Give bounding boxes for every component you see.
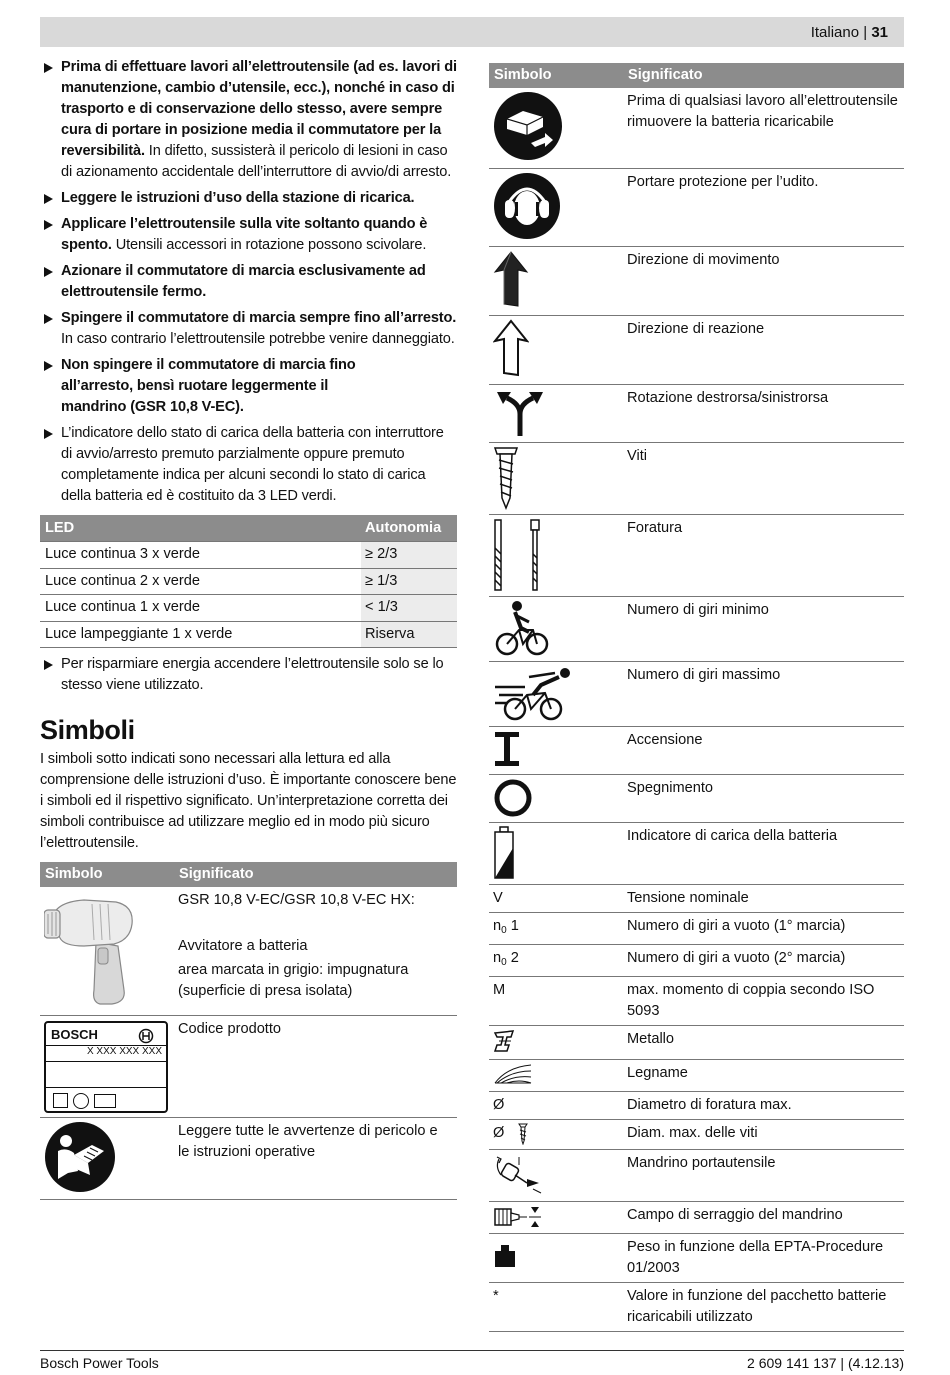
led-cell: Luce lampeggiante 1 x verde: [40, 621, 361, 648]
symbol-meaning: Diam. max. delle viti: [623, 1119, 904, 1149]
safety-bullet: Non spingere il commutatore di marcia fino all’arresto, bensì ruotare leggermente il mandrino (GSR 10,8 V-EC).: [40, 355, 457, 418]
led-cell: Luce continua 2 x verde: [40, 568, 361, 595]
chuck-range-icon: [493, 1205, 543, 1229]
table-row: [489, 1233, 904, 1282]
symbol-text: $n_0$ 2: [489, 944, 623, 976]
product-code-label: Codice prodotto: [174, 1015, 457, 1117]
table-row: [489, 1149, 904, 1201]
rotation-fork-icon: [493, 388, 547, 438]
safety-bullet: Leggere le istruzioni d’uso della stazione di ricarica.: [40, 188, 457, 209]
table-row: [40, 542, 457, 569]
metal-icon: [493, 1029, 517, 1053]
led-header: LED: [40, 515, 361, 542]
screw-small-icon: [518, 1123, 528, 1145]
table-row: [489, 944, 904, 976]
hearing-protection-icon: [493, 172, 561, 240]
drill-bits-icon: [493, 518, 545, 592]
nameplate-rect-icon: [94, 1094, 116, 1108]
drill-type: Avvitatore a batteria: [178, 938, 308, 954]
table-row: [40, 887, 457, 1015]
table-row: [489, 1201, 904, 1233]
symbol-meaning: Numero di giri massimo: [623, 661, 904, 726]
symbol-text: V: [489, 884, 623, 912]
led-cell: Luce continua 1 x verde: [40, 595, 361, 622]
symbol-header: Simbolo: [494, 67, 552, 83]
table-row: [489, 246, 904, 315]
symbol-text: *: [489, 1282, 623, 1331]
footer-brand: Bosch Power Tools: [40, 1355, 159, 1371]
battery-charge-icon: [493, 826, 515, 880]
symbol-meaning: Viti: [623, 442, 904, 514]
drill-grip-note: area marcata in grigio: impugnatura (superficie di presa isolata): [178, 962, 409, 999]
page-number: 31: [871, 24, 888, 41]
symbol-meaning: max. momento di coppia secondo ISO 5093: [623, 976, 904, 1025]
symbol-meaning: Tensione nominale: [623, 884, 904, 912]
symbol-text: $n_0$ 1: [489, 912, 623, 944]
wood-icon: [493, 1063, 533, 1085]
cyclist-slow-icon: [493, 600, 551, 658]
table-row: [40, 1117, 457, 1199]
table-row: [489, 1119, 904, 1149]
symbol-meaning: Prima di qualsiasi lavoro all’elettroutensile rimuovere la batteria ricaricabile: [623, 88, 904, 168]
header-page-info: [811, 22, 888, 43]
table-row: [489, 514, 904, 596]
table-row: [489, 976, 904, 1025]
symbol-text: Ø: [489, 1091, 623, 1119]
autonomy-cell: < 1/3: [361, 595, 457, 622]
autonomy-cell: Riserva: [361, 621, 457, 648]
battery-indicator-bullet: L’indicatore dello stato di carica della batteria con interruttore di avvio/arresto premuto parzialmente oppure premuto completamente indica per alcuni secondi lo stato di carica della batteria ed è costituito da 3 LED verdi.: [40, 423, 457, 507]
table-row: [489, 884, 904, 912]
reaction-arrow-icon: [493, 319, 529, 377]
symbol-meaning: Direzione di movimento: [623, 246, 904, 315]
symbol-meaning: Numero di giri minimo: [623, 596, 904, 661]
autonomy-cell: ≥ 1/3: [361, 568, 457, 595]
energy-bullet: Per risparmiare energia accendere l’elettroutensile solo se lo stesso viene utilizzato.: [40, 654, 457, 696]
symbol-meaning: Numero di giri a vuoto (1° marcia): [623, 912, 904, 944]
symbol-meaning: Metallo: [623, 1025, 904, 1059]
header-language: Italiano: [810, 24, 860, 41]
cyclist-fast-icon: [493, 665, 577, 723]
battery-remove-icon: [493, 91, 563, 161]
read-warnings-label: Leggere tutte le avvertenze di pericolo e le istruzioni operative: [174, 1117, 457, 1199]
drill-model: GSR 10,8 V-EC/GSR 10,8 V-EC HX:: [178, 892, 415, 908]
led-cell: Luce continua 3 x verde: [40, 542, 361, 569]
safety-bullet: Applicare l’elettroutensile sulla vite soltanto quando è spento. Utensili accessori in rotazione possono scivolare.: [40, 214, 457, 256]
table-row: [40, 595, 457, 622]
led-table: [40, 515, 457, 648]
symbol-text: M: [489, 976, 623, 1025]
cordless-drill-icon: [44, 890, 144, 1008]
bosch-logo-icon: [138, 1028, 154, 1044]
table-row: [40, 1015, 457, 1117]
symbol-meaning: Legname: [623, 1059, 904, 1091]
table-row: [489, 1091, 904, 1119]
autonomy-header: Autonomia: [361, 515, 457, 542]
nameplate-code: X XXX XXX XXX: [86, 1045, 162, 1057]
safety-bullet: Spingere il commutatore di marcia sempre fino all’arresto. In caso contrario l’elettroutensile potrebbe venire danneggiato.: [40, 308, 457, 350]
symbol-table-header: [40, 862, 457, 887]
symbol-meaning: Mandrino portautensile: [623, 1149, 904, 1201]
symbol-meaning: Indicatore di carica della batteria: [623, 822, 904, 884]
power-off-icon: [493, 778, 533, 818]
page-header: [40, 17, 904, 47]
nameplate-square-icon: [53, 1093, 68, 1108]
autonomy-cell: ≥ 2/3: [361, 542, 457, 569]
table-row: [40, 568, 457, 595]
symbol-table-header: [489, 63, 904, 88]
right-column: [489, 63, 904, 1332]
symbol-meaning: Numero di giri a vuoto (2° marcia): [623, 944, 904, 976]
symbol-meaning: Direzione di reazione: [623, 315, 904, 384]
meaning-header: Significato: [179, 866, 254, 882]
table-row: [489, 822, 904, 884]
symbol-text: Ø: [493, 1125, 505, 1141]
symbols-intro: I simboli sotto indicati sono necessari alla lettura ed alla comprensione delle istruzioni d’uso. È importante conoscere bene i simboli ed il rispettivo significato. Un’interpretazione corretta dei simboli contribuisce ad utilizzare meglio ed in modo più sicuro l’elettroutensile.: [40, 751, 457, 851]
table-row: [489, 661, 904, 726]
footer-divider: [40, 1350, 904, 1351]
table-row: [489, 315, 904, 384]
table-row: [489, 774, 904, 822]
symbol-meaning: Peso in funzione della EPTA-Procedure 01/2003: [623, 1233, 904, 1282]
screw-icon: [493, 446, 519, 510]
table-row: [489, 88, 904, 168]
symbol-meaning: Foratura: [623, 514, 904, 596]
table-row: [489, 726, 904, 774]
safety-bullet: Prima di effettuare lavori all’elettroutensile (ad es. lavori di manutenzione, cambio d’utensile, ecc.), nonché in caso di trasporto e di conservazione dello stesso, avere sempre cura di portare in posizione media il commutatore per la reversibilità. In difetto, sussisterà il pericolo di lesioni in caso di azionamento accidentale dell’interruttore di avvio/di arresto.: [40, 57, 457, 183]
table-row: [489, 1059, 904, 1091]
table-row: [489, 442, 904, 514]
table-row: [489, 1282, 904, 1331]
read-manual-icon: [44, 1121, 116, 1193]
table-row: [489, 912, 904, 944]
footer-doc-number: 2 609 141 137 | (4.12.13): [747, 1355, 904, 1371]
meaning-header: Significato: [628, 67, 703, 83]
section-title: Simboli: [40, 715, 135, 745]
symbol-meaning: Diametro di foratura max.: [623, 1091, 904, 1119]
left-symbol-table: [40, 862, 457, 1200]
table-row: [489, 384, 904, 442]
nameplate-icon: [44, 1021, 168, 1113]
table-row: [489, 596, 904, 661]
safety-bullet: Azionare il commutatore di marcia esclusivamente ad elettroutensile fermo.: [40, 261, 457, 303]
left-column: [40, 57, 457, 1200]
symbol-meaning: Spegnimento: [623, 774, 904, 822]
table-row: [489, 168, 904, 246]
nameplate-brand: BOSCH: [51, 1026, 98, 1042]
right-symbol-table: [489, 63, 904, 1332]
power-on-icon: [493, 730, 521, 768]
symbol-meaning: Valore in funzione del pacchetto batterie ricaricabili utilizzato: [623, 1282, 904, 1331]
led-table-header: [40, 515, 457, 542]
symbol-meaning: Rotazione destrorsa/sinistrorsa: [623, 384, 904, 442]
header-separator: |: [863, 24, 868, 41]
weight-icon: [493, 1243, 517, 1269]
symbol-meaning: Campo di serraggio del mandrino: [623, 1201, 904, 1233]
nameplate-circle-icon: [73, 1093, 89, 1109]
movement-arrow-icon: [493, 250, 529, 308]
chuck-icon: [493, 1153, 545, 1195]
symbol-header: Simbolo: [45, 866, 103, 882]
symbol-meaning: Portare protezione per l’udito.: [623, 168, 904, 246]
symbol-meaning: Accensione: [623, 726, 904, 774]
table-row: [489, 1025, 904, 1059]
table-row: [40, 621, 457, 648]
